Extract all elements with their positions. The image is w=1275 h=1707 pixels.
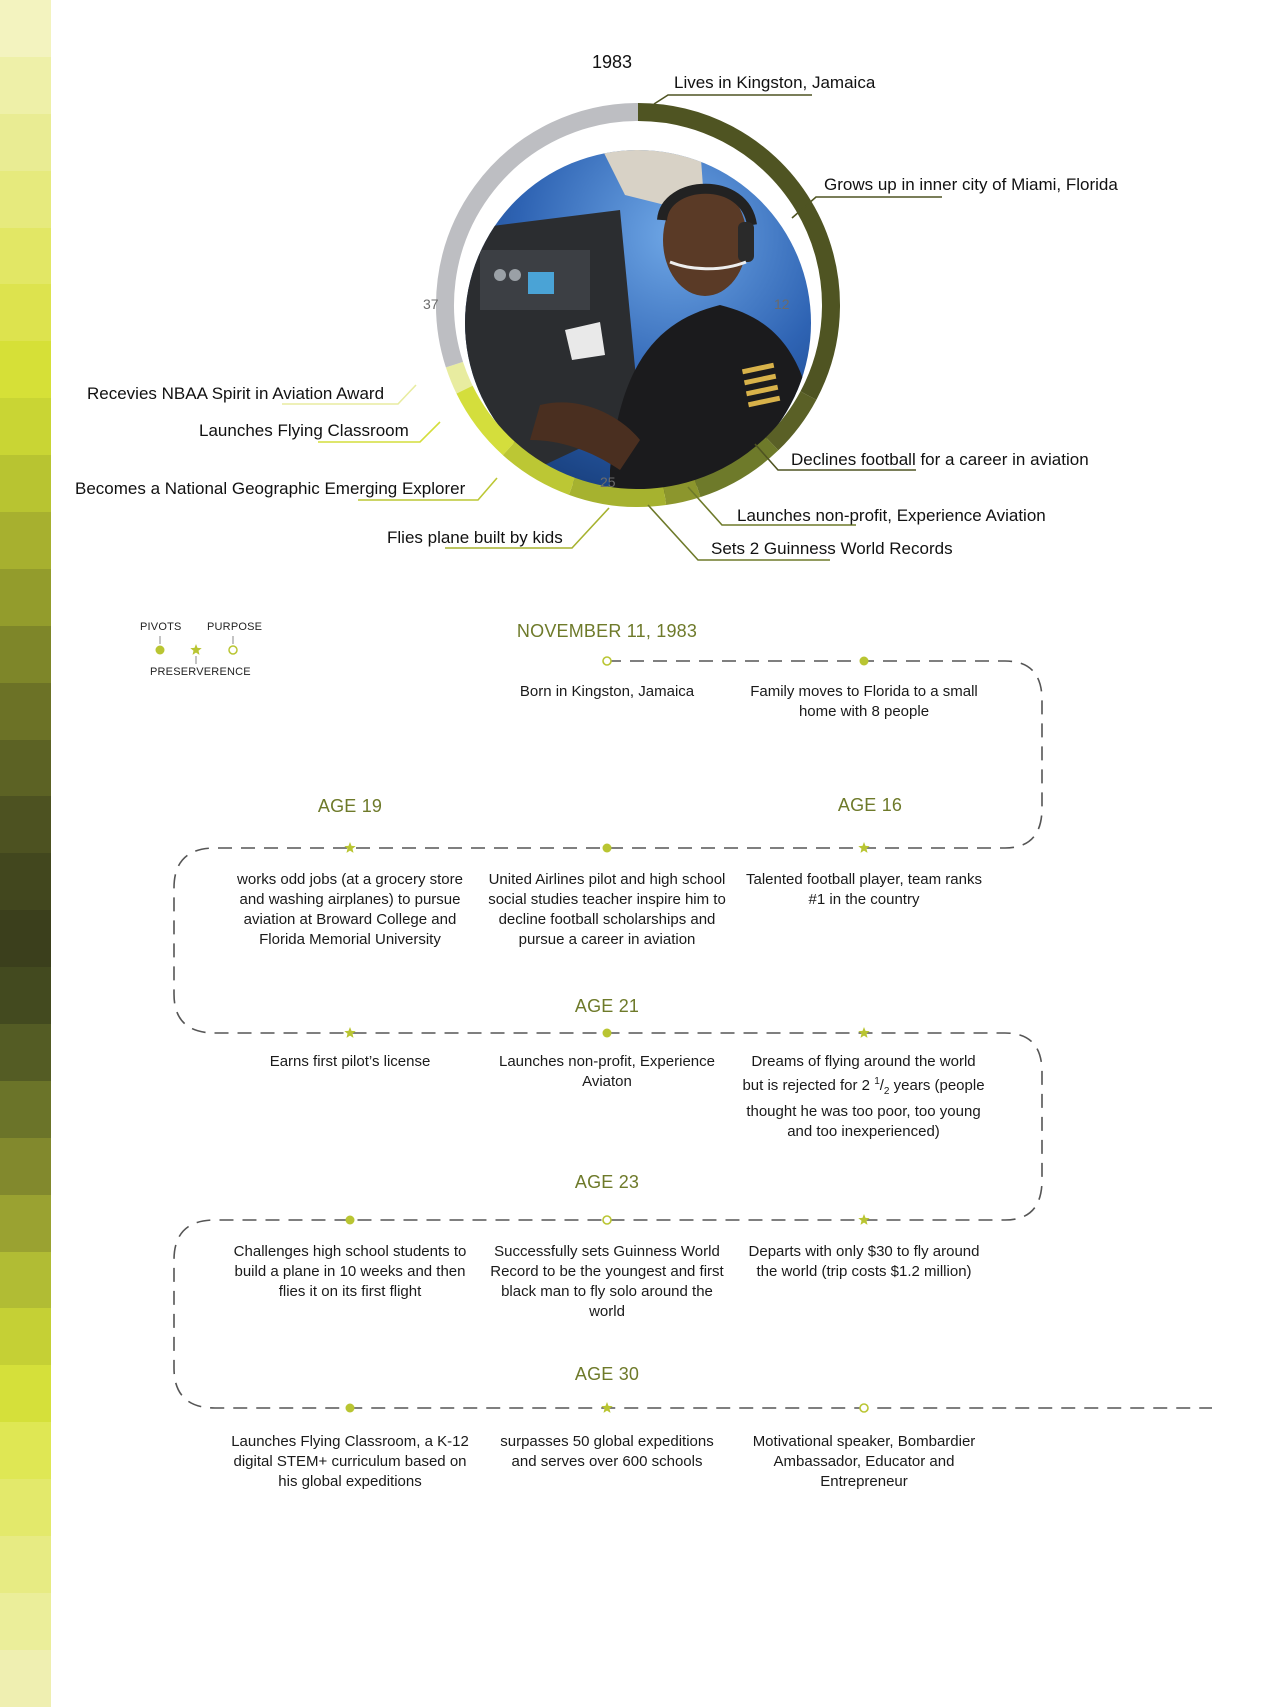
event-dreams-rejected: Dreams of flying around the world but is rejected for 2 $^1/_2$ years (people thought he was too poor, too young and too inexperienced) [742,1053,985,1140]
dreams-text-pre: Dreams of flying around the world but is rejected for 2 [742,1053,976,1094]
ring-label-kingston: Lives in Kingston, Jamaica [674,73,876,92]
ring-label-declines-football: Declines football for a career in aviation [791,450,1089,469]
ring-label-guinness: Sets 2 Guinness World Records [711,539,953,558]
perseverance-star-marker [858,1027,869,1038]
ring-number-left: 37 [423,296,439,312]
legend-perseverance-star [190,644,201,655]
dreams-fraction-num: 1 [874,1076,880,1087]
event-football: Talented football player, team ranks #1 in the country [746,871,982,908]
ring-number-bottom: 25 [600,474,616,490]
ring-arc-nbaa [454,365,464,390]
ring-label-flies-plane: Flies plane built by kids [387,528,563,547]
dreams-fraction-den: 2 [883,1086,890,1097]
event-family-moves: Family moves to Florida to a small home with 8 people [750,683,978,720]
purpose-circle-marker [860,1404,868,1412]
ring-label-nbaa: Recevies NBAA Spirit in Aviation Award [87,384,385,403]
stripe-band [0,1650,51,1707]
event-speaker: Motivational speaker, Bombardier Ambassador, Educator and Entrepreneur [752,1433,976,1490]
ring-label-miami: Grows up in inner city of Miami, Florida [824,175,1118,194]
pivot-dot-marker [346,1404,355,1413]
ring-label-natgeo: Becomes a National Geographic Emerging Explorer [75,479,466,498]
timeline-date-heading: NOVEMBER 11, 1983 [516,621,698,641]
ring-label-flying-classroom: Launches Flying Classroom [199,421,409,440]
purpose-circle-marker [603,657,611,665]
pivot-dot-marker [603,844,612,853]
event-odd-jobs: works odd jobs (at a grocery store and washing airplanes) to pursue aviation at Broward College and Florida Memorial University [237,871,463,948]
event-flying-classroom: Launches Flying Classroom, a K-12 digital STEM+ curriculum based on his global expeditions [231,1433,469,1490]
purpose-circle-marker [603,1216,611,1224]
dreams-text-post: years (people thought he was too poor, too young and too inexperienced) [746,1077,985,1140]
perseverance-star-marker [344,1027,355,1038]
pivot-dot-marker [346,1216,355,1225]
pivot-dot-marker [860,657,869,666]
legend-perseverance: PRESERVERENCE [150,666,251,678]
age-heading-16: AGE 16 [837,795,903,815]
ring-number-right: 12 [774,296,790,312]
perseverance-star-marker [601,1402,612,1413]
event-departs: Departs with only $30 to fly around the world (trip costs $1.2 million) [748,1243,980,1280]
legend-purpose: PURPOSE [207,621,263,633]
event-expeditions: surpasses 50 global expeditions and serves over 600 schools [500,1433,714,1470]
ring-year: 1983 [592,52,633,72]
leader-kingston [654,95,812,104]
legend-markers [156,636,238,664]
event-pilot-license: Earns first pilot’s license [269,1053,431,1070]
legend-purpose-circle [229,646,237,654]
perseverance-star-marker [858,842,869,853]
age-heading-19: AGE 19 [317,796,383,816]
event-challenges-students: Challenges high school students to build a plane in 10 weeks and then flies it on its first flight [233,1243,467,1300]
legend-pivots: PIVOTS [140,621,182,633]
event-nonprofit: Launches non-profit, Experience Aviaton [499,1053,715,1090]
age-heading-30: AGE 30 [574,1364,640,1384]
age-heading-21: AGE 21 [574,996,640,1016]
event-born: Born in Kingston, Jamaica [519,683,695,700]
event-united-inspiration: United Airlines pilot and high school social studies teacher inspire him to decline football scholarships and pursue a career in aviation [488,871,726,948]
ring-label-nonprofit: Launches non-profit, Experience Aviation [737,506,1046,525]
legend-pivot-dot [156,646,165,655]
perseverance-star-marker [858,1214,869,1225]
age-heading-23: AGE 23 [574,1172,640,1192]
perseverance-star-marker [344,842,355,853]
pivot-dot-marker [603,1029,612,1038]
event-guinness-record: Successfully sets Guinness World Record to be the youngest and first black man to fly solo around the world [490,1243,724,1320]
